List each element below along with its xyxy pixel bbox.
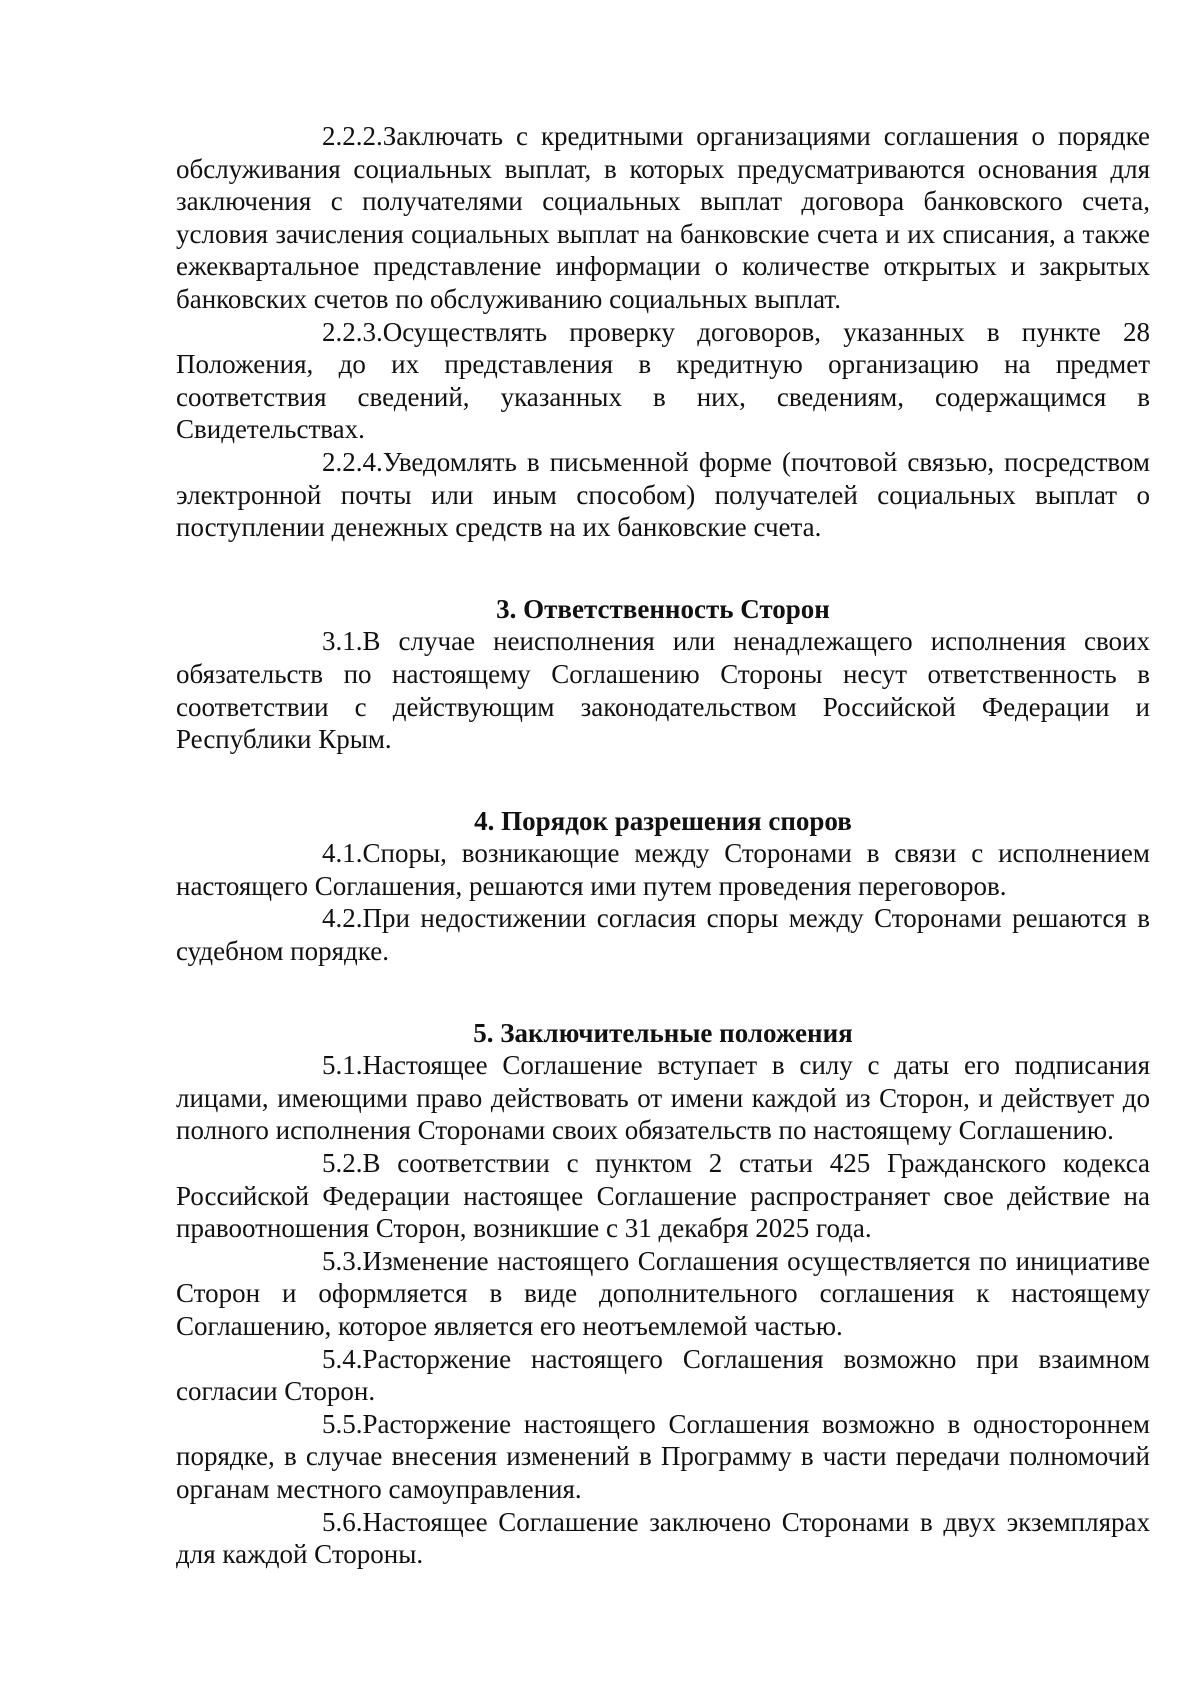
clause-number: 4.2.	[322, 903, 363, 934]
clause-number: 2.2.3.	[322, 316, 383, 347]
clause-number: 2.2.4.	[322, 446, 383, 477]
clause-5-5	[176, 1408, 1150, 1506]
section-5-heading: 5. Заключительные положения	[473, 1017, 853, 1048]
clause-text: Настоящее Соглашение заключено Сторонами в двух экземплярах для каждой Стороны.	[176, 1506, 1150, 1570]
clause-text: В случае неисполнения или ненадлежащего исполнения своих обязательств по настоящему Соглашению Стороны несут ответственность в соответствии с действующим законодательством Российской Федерации и Республики Крым.	[176, 626, 1150, 755]
clause-5-4	[176, 1343, 1150, 1408]
clause-5-2	[176, 1147, 1150, 1245]
clause-number: 5.3.	[322, 1245, 363, 1276]
clause-text: В соответствии с пунктом 2 статьи 425 Гражданского кодекса Российской Федерации настоящее Соглашение распространяет свое действие на правоотношения Сторон, возникшие с 31 декабря 2025 года.	[176, 1148, 1150, 1244]
clause-4-2	[176, 902, 1150, 967]
clause-text: Осуществлять проверку договоров, указанных в пункте 28 Положения, до их представления в кредитную организацию на предмет соответствия сведений, указанных в них, сведениям, содержащимся в Свидетельствах.	[176, 316, 1150, 445]
section-3-heading: 3. Ответственность Сторон	[496, 593, 830, 624]
clause-5-6	[176, 1506, 1150, 1571]
clause-number: 5.4.	[322, 1343, 363, 1374]
clause-number: 2.2.2.	[322, 121, 383, 151]
clause-2-2-2	[176, 120, 1150, 316]
clause-number: 3.1.	[322, 626, 363, 657]
clause-text: Споры, возникающие между Сторонами в связи с исполнением настоящего Соглашения, решаются ими путем проведения переговоров.	[176, 838, 1150, 901]
clause-3-1	[176, 625, 1150, 755]
clause-number: 5.1.	[322, 1050, 363, 1081]
clause-number: 4.1.	[322, 838, 363, 869]
clause-text: При недостижении согласия споры между Сторонами решаются в судебном порядке.	[176, 903, 1150, 967]
section-4-heading: 4. Порядок разрешения споров	[474, 805, 852, 836]
clause-number: 5.2.	[322, 1148, 363, 1179]
document-body	[176, 120, 1150, 1571]
clause-5-1	[176, 1049, 1150, 1147]
clause-text: Расторжение настоящего Соглашения возможно при взаимном согласии Сторон.	[176, 1343, 1150, 1407]
clause-4-1	[176, 837, 1150, 902]
clause-text: Изменение настоящего Соглашения осуществляется по инициативе Сторон и оформляется в виде дополнительного соглашения к настоящему Соглашению, которое является его неотъемлемой частью.	[176, 1245, 1150, 1341]
clause-5-3	[176, 1245, 1150, 1343]
clause-2-2-4	[176, 446, 1150, 544]
clause-text: Настоящее Соглашение вступает в силу с даты его подписания лицами, имеющими право действовать от имени каждой из Сторон, и действует до полного исполнения Сторонами своих обязательств по настоящему Соглашению.	[176, 1050, 1150, 1146]
clause-text: Расторжение настоящего Соглашения возможно в одностороннем порядке, в случае внесения изменений в Программу в части передачи полномочий органам местного самоуправления.	[176, 1408, 1150, 1504]
clause-number: 5.5.	[322, 1408, 363, 1439]
clause-text: Уведомлять в письменной форме (почтовой связью, посредством электронной почты или иным способом) получателей социальных выплат о поступлении денежных средств на их банковские счета.	[176, 446, 1150, 543]
clause-text: Заключать с кредитными организациями соглашения о порядке обслуживания социальных выплат, в которых предусматриваются основания для заключения с получателями социальных выплат договора банковского счета, условия зачисления социальных выплат на банковские счета и их списания, а также ежеквартальное представление информации о количестве открытых и закрытых банковских счетов по обслуживанию социальных выплат.	[176, 121, 1150, 314]
clause-2-2-3	[176, 316, 1150, 446]
clause-number: 5.6.	[322, 1506, 363, 1537]
